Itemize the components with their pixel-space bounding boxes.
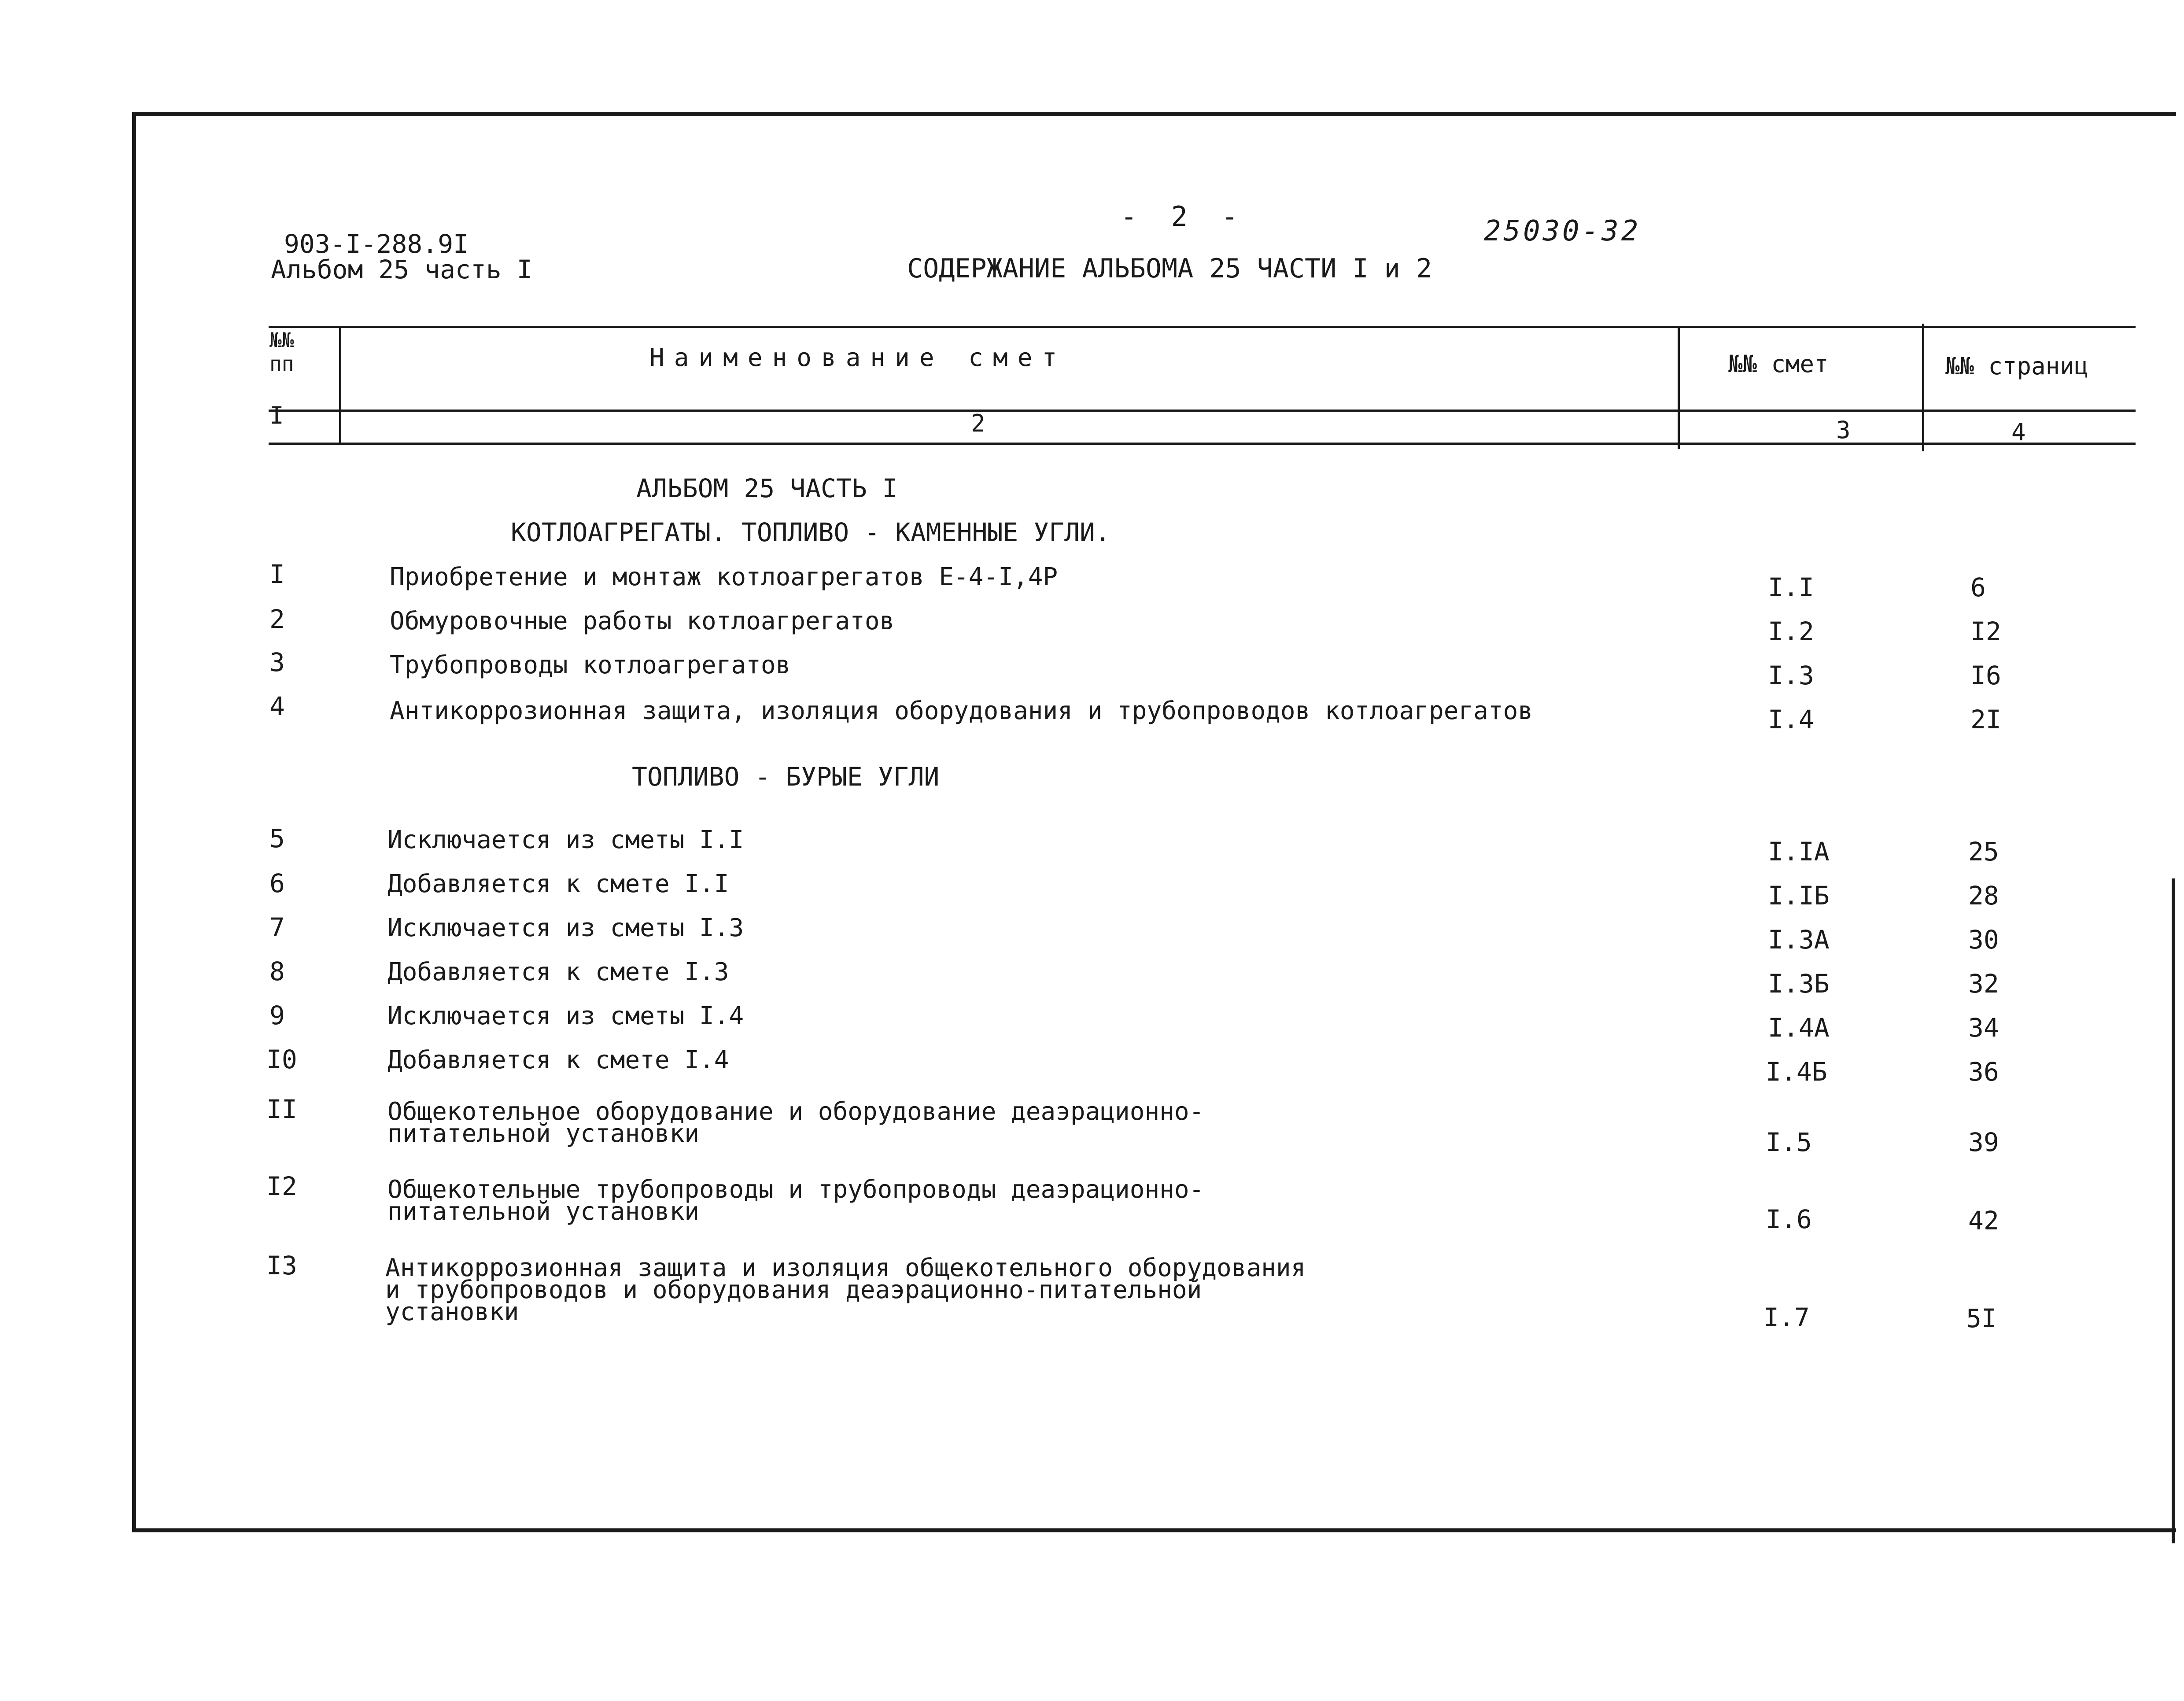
table-header-bottom-line — [269, 443, 2136, 445]
row-9-page: 34 — [1968, 1013, 1999, 1043]
row-11-number: II — [266, 1094, 297, 1124]
row-2-name: Обмуровочные работы котлоагрегатов — [390, 607, 895, 635]
row-6-code: I.IБ — [1768, 881, 1830, 911]
row-4-name: Антикоррозионная защита, изоляция оборудования и трубопроводов котлоагрегатов — [390, 697, 1533, 725]
row-4-page: 2I — [1970, 705, 2001, 734]
col-header-code: №№ смет — [1728, 350, 1829, 378]
row-7-name: Исключается из сметы I.3 — [387, 914, 744, 942]
row-7-code: I.3A — [1768, 925, 1830, 955]
row-8-number: 8 — [269, 956, 285, 986]
row-9-code: I.4A — [1768, 1013, 1830, 1043]
row-10-code: I.4Б — [1766, 1057, 1827, 1087]
row-4-code: I.4 — [1768, 705, 1814, 734]
row-1-code: I.I — [1768, 572, 1814, 602]
table-top-line — [269, 326, 2136, 328]
row-12-page: 42 — [1968, 1206, 1999, 1236]
row-6-name: Добавляется к смете I.I — [387, 870, 729, 898]
row-6-number: 6 — [269, 868, 285, 898]
row-9-number: 9 — [269, 1000, 285, 1030]
row-1-name: Приобретение и монтаж котлоагрегатов Е-4-I,4Р — [390, 563, 1058, 591]
col-header-pages: №№ страниц — [1945, 352, 2089, 380]
row-4-number: 4 — [269, 691, 285, 721]
col-number-1: I — [269, 402, 284, 429]
row-12-code: I.6 — [1766, 1204, 1812, 1234]
document-title: СОДЕРЖАНИЕ АЛЬБОМА 25 ЧАСТИ I и 2 — [907, 253, 1432, 284]
col-number-3: 3 — [1836, 416, 1851, 444]
row-2-number: 2 — [269, 604, 285, 634]
row-13-code: I.7 — [1763, 1303, 1810, 1332]
row-3-code: I.3 — [1768, 660, 1814, 690]
row-13-page: 5I — [1966, 1303, 1997, 1333]
col-number-2: 2 — [971, 410, 985, 437]
col-divider-1 — [339, 326, 341, 445]
section-stone-coal: КОТЛОАГРЕГАТЫ. ТОПЛИВО - КАМЕННЫЕ УГЛИ. — [511, 517, 1110, 547]
row-12-name: Общекотельные трубопроводы и трубопроводы деаэрационно- питательной установки — [387, 1175, 1204, 1226]
row-5-number: 5 — [269, 823, 285, 853]
album-label: Альбом 25 часть I — [271, 255, 532, 284]
row-7-page: 30 — [1968, 925, 1999, 955]
row-5-page: 25 — [1968, 837, 1999, 867]
page-number: - 2 - — [1121, 200, 1247, 232]
frame-right-edge — [2172, 878, 2175, 1543]
row-3-name: Трубопроводы котлоагрегатов — [390, 651, 791, 679]
handwritten-stamp: 25030-32 — [1484, 215, 1641, 247]
row-5-code: I.IA — [1768, 837, 1830, 867]
col-header-name: Наименование смет — [649, 343, 1067, 372]
row-1-number: I — [269, 559, 285, 589]
row-11-code: I.5 — [1766, 1127, 1812, 1157]
row-11-name: Общекотельное оборудование и оборудование деаэрационно- питательной установки — [387, 1097, 1204, 1148]
row-2-code: I.2 — [1768, 616, 1814, 646]
col-header-number: №№ пп — [269, 328, 294, 376]
col-divider-3 — [1922, 324, 1924, 451]
row-1-page: 6 — [1970, 572, 1986, 602]
section-album: АЛЬБОМ 25 ЧАСТЬ I — [636, 473, 898, 503]
row-2-page: I2 — [1970, 616, 2001, 646]
row-3-number: 3 — [269, 647, 285, 677]
row-13-number: I3 — [266, 1251, 297, 1280]
row-6-page: 28 — [1968, 881, 1999, 911]
row-10-number: I0 — [266, 1044, 297, 1074]
table-header-divider — [269, 410, 2136, 412]
col-divider-2 — [1678, 326, 1680, 449]
row-13-name: Антикоррозионная защита и изоляция общекотельного оборудования и трубопроводов и оборудования деаэрационно-питательной установки — [385, 1254, 1306, 1326]
row-3-page: I6 — [1970, 660, 2001, 690]
row-8-page: 32 — [1968, 969, 1999, 999]
row-5-name: Исключается из сметы I.I — [387, 826, 744, 854]
row-10-page: 36 — [1968, 1057, 1999, 1087]
project-code: 903-I-288.9I — [284, 229, 469, 259]
row-10-name: Добавляется к смете I.4 — [387, 1046, 729, 1074]
row-11-page: 39 — [1968, 1127, 1999, 1157]
section-brown-coal: ТОПЛИВО - БУРЫЕ УГЛИ — [632, 762, 940, 792]
row-8-code: I.3Б — [1768, 969, 1830, 999]
col-number-4: 4 — [2011, 418, 2026, 446]
row-12-number: I2 — [266, 1171, 297, 1201]
row-9-name: Исключается из сметы I.4 — [387, 1002, 744, 1030]
row-7-number: 7 — [269, 912, 285, 942]
row-8-name: Добавляется к смете I.3 — [387, 958, 729, 986]
